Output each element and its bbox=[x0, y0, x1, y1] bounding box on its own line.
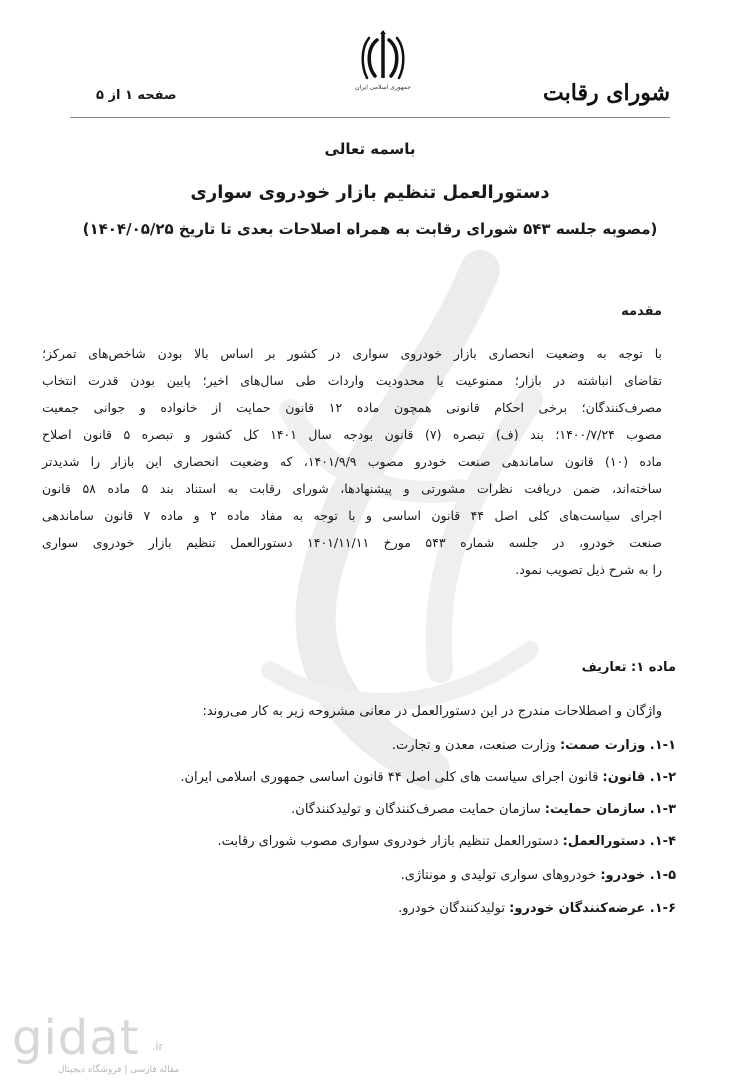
intro-heading: مقدمه bbox=[621, 304, 662, 319]
definition-term: ۱-۲. قانون: bbox=[602, 770, 676, 785]
intro-line: ساخته‌اند، ضمن دریافت نظرات مشورتی و پیشنهادها، شورای رقابت به استناد بند ۵ ماده ۵۸ قانون bbox=[42, 481, 662, 496]
article1-intro: واژگان و اصطلاحات مندرج در این دستورالعمل در معانی مشروحه زیر به کار می‌روند: bbox=[202, 704, 662, 719]
logo-caption: مقاله فارسی | فروشگاه دیجیتال bbox=[58, 1065, 180, 1075]
gidat-logo bbox=[12, 1010, 180, 1080]
header-divider bbox=[70, 117, 670, 118]
article1-heading: ماده ۱: تعاریف bbox=[581, 660, 676, 675]
intro-line: با توجه به وضعیت انحصاری بازار خودروی سواری در کشور بر اساس بالا بودن شاخص‌های تمرکز؛ bbox=[42, 346, 662, 361]
logo-suffix: .ir bbox=[152, 1040, 164, 1053]
basmala: باسمه تعالی bbox=[324, 140, 416, 158]
intro-line: ماده (۱۰) قانون ساماندهی صنعت خودرو مصوب ۱۴۰۱/۹/۹، که وضعیت انحصاری این بازار را شدیدتر bbox=[42, 454, 662, 469]
brand-title: شورای رقابت bbox=[543, 80, 670, 106]
definition-text: قانون اجرای سیاست های کلی اصل ۴۴ قانون اساسی جمهوری اسلامی ایران. bbox=[180, 770, 603, 785]
document-title: دستورالعمل تنظیم بازار خودروی سواری bbox=[190, 182, 550, 203]
definition-text: سازمان حمایت مصرف‌کنندگان و تولیدکنندگان. bbox=[291, 802, 545, 817]
definition-term: ۱-۳. سازمان حمایت: bbox=[544, 802, 676, 817]
definition-term: ۱-۴. دستورالعمل: bbox=[562, 834, 676, 849]
logo-wordmark: gidat bbox=[12, 1010, 140, 1066]
document-subtitle: (مصوبه جلسه ۵۴۳ شورای رقابت به همراه اصلاحات بعدی تا تاریخ ۱۴۰۴/۰۵/۲۵) bbox=[82, 220, 658, 238]
intro-line: صنعت خودرو، در جلسه شماره ۵۴۳ مورخ ۱۴۰۱/۱۱/۱۱ دستورالعمل تنظیم بازار خودروی سواری bbox=[42, 535, 662, 550]
emblem-caption: جمهوری اسلامی ایران bbox=[355, 84, 411, 91]
definition-text: وزارت صنعت، معدن و تجارت. bbox=[391, 738, 560, 753]
definition-item bbox=[218, 834, 677, 849]
watermark-calligraphy bbox=[230, 250, 590, 810]
definition-text: خودروهای سواری تولیدی و مونتاژی. bbox=[400, 868, 601, 883]
intro-line: اجرای سیاست‌های کلی اصل ۴۴ قانون اساسی و با توجه به مفاد ماده ۲ و ماده ۷ قانون ساماندهی bbox=[42, 508, 663, 523]
definition-text: دستورالعمل تنظیم بازار خودروی سواری مصوب شورای رقابت. bbox=[217, 834, 563, 849]
definition-item bbox=[180, 770, 676, 785]
definition-term: ۱-۶. عرضه‌کنندگان خودرو: bbox=[509, 901, 676, 916]
intro-line: مصرف‌کنندگان؛ برخی احکام قانونی همچون ماده ۱۲ قانون حمایت از خانواده و جوانی جمعیت bbox=[42, 400, 662, 415]
page-number: صفحه ۱ از ۵ bbox=[96, 88, 177, 103]
intro-line: تقاضای انباشته در بازار؛ ممنوعیت یا محدودیت واردات طی سال‌های اخیر؛ پایین بودن قدرت انتخاب bbox=[42, 373, 662, 388]
intro-line: را به شرح ذیل تصویب نمود. bbox=[515, 562, 662, 577]
definition-item bbox=[392, 738, 676, 753]
definition-term: ۱-۱. وزارت صمت: bbox=[559, 738, 676, 753]
definition-item bbox=[398, 901, 676, 916]
definition-item bbox=[401, 868, 676, 883]
definition-text: تولیدکنندگان خودرو. bbox=[398, 901, 510, 916]
definition-term: ۱-۵. خودرو: bbox=[600, 868, 676, 883]
definition-item bbox=[291, 802, 676, 817]
intro-line: مصوب ۱۴۰۰/۷/۲۴؛ بند (ف) تبصره (۷) قانون بودجه سال ۱۴۰۱ کل کشور و تبصره ۵ قانون اصلاح bbox=[42, 427, 663, 442]
